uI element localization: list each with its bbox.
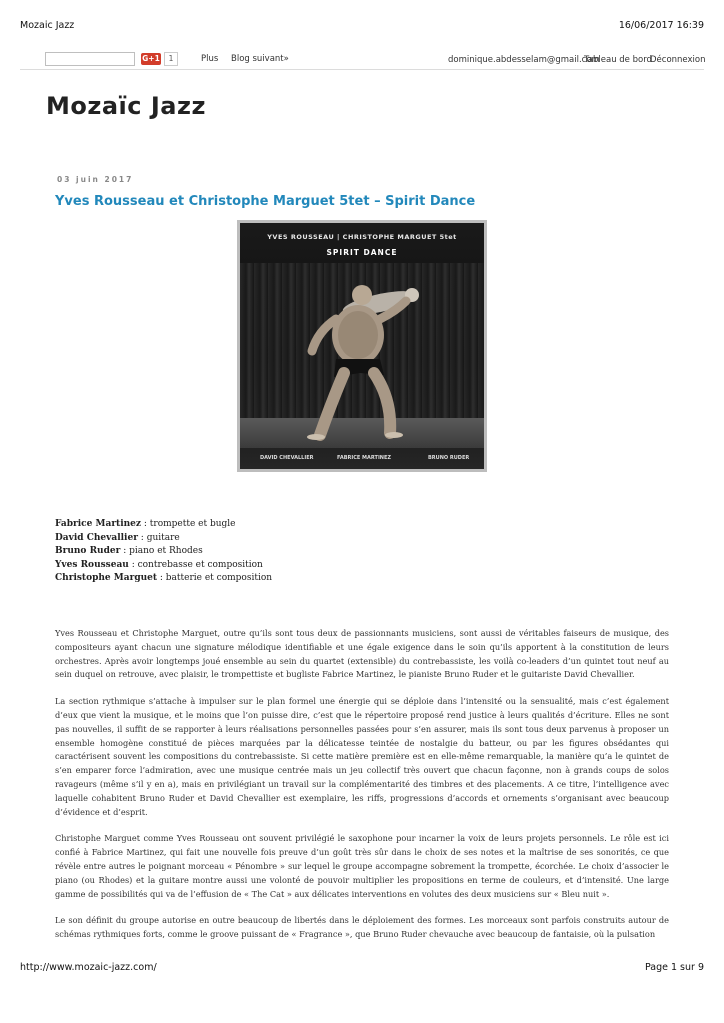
musician-role: : batterie et composition <box>157 573 273 584</box>
print-datetime: 16/06/2017 16:39 <box>618 20 704 31</box>
print-footer <box>20 962 704 976</box>
lineup-list <box>55 518 272 586</box>
gplus-button[interactable]: G+1 <box>142 54 160 63</box>
post-title[interactable]: Yves Rousseau et Christophe Marguet 5tet – Spirit Dance <box>55 194 476 209</box>
album-cover <box>237 220 487 472</box>
lineup-item <box>55 532 272 546</box>
musician-name: Christophe Marguet <box>55 573 158 584</box>
search-input[interactable] <box>45 52 135 66</box>
article-body <box>55 627 669 955</box>
musician-name: David Chevallier <box>55 532 138 543</box>
print-page-title: Mozaic Jazz <box>20 20 75 31</box>
musician-name: Bruno Ruder <box>55 546 121 557</box>
next-blog-link[interactable]: Blog suivant» <box>231 54 289 64</box>
musician-role: : piano et Rhodes <box>120 546 203 557</box>
article-paragraph: Le son définit du groupe autorise en outre beaucoup de libertés dans le déploiement des formes. Les morceaux sont parfois construits autour de schémas rythmiques forts, comme le groove puissant de « Fragrance », que Bruno Ruder chevauche avec beaucoup de fantaisie, où la pulsation <box>55 915 669 940</box>
gplus-count: 1 <box>164 52 178 66</box>
cover-musician: DAVID CHEVALLIER <box>260 455 314 461</box>
musician-name: Fabrice Martinez <box>55 519 142 529</box>
musician-role: : trompette et bugle <box>141 519 236 529</box>
article-paragraph: Yves Rousseau et Christophe Marguet, outre qu’ils sont tous deux de passionnants musiciens, sont aussi de véritables faiseurs de musique, des compositeurs ayant chacun une signature mélodique identifiable et une égale exigence dans le soin qu’ils apportent à la constitution de leurs orchestres. Après avoir longtemps joué ensemble au sein du quartet (extensible) du contrebassiste, les voilà co-leaders d’un quintet tout neuf au sein duquel on retrouve, avec plaisir, le trompettiste et bugliste Fabrice Martinez, le pianiste Bruno Ruder et le guitariste David Chevallier. <box>55 628 669 680</box>
musician-name: Yves Rousseau <box>55 559 129 570</box>
cover-album-title: SPIRIT DANCE <box>326 248 398 257</box>
more-link[interactable]: Plus <box>201 54 219 64</box>
cover-musician: BRUNO RUDER <box>428 455 470 461</box>
musician-role: : guitare <box>137 532 180 543</box>
print-page-number: Page 1 sur 9 <box>644 962 704 973</box>
lineup-item <box>55 572 272 586</box>
album-cover-image <box>240 223 484 469</box>
lineup-item <box>55 545 272 559</box>
user-email: dominique.abdesselam@gmail.com <box>448 55 600 65</box>
dancers-figure <box>240 223 484 469</box>
print-header <box>20 20 704 34</box>
cover-musician: FABRICE MARTINEZ <box>337 455 392 461</box>
musician-role: : contrebasse et composition <box>128 559 263 570</box>
article-paragraph: Christophe Marguet comme Yves Rousseau ont souvent privilégié le saxophone pour incarner la voix de leurs projets personnels. Le rôle est ici confié à Fabrice Martinez, qui fait une nouvelle fois preuve d’un goût très sûr dans le choix de ses notes et la maîtrise de ses sonorités, ce que révèle entre autres le poignant morceau « Pénombre » sur lequel le groupe accompagne sobrement la trompette, écorchée. Le choix d’associer le piano (ou Rhodes) et la guitare montre aussi une volonté de pouvoir multiplier les propositions en terme de couleurs, et d’intensité. Une large gamme de possibilités qui va de l’effusion de « The Cat » aux délicates interventions en volutes des deux musiciens sur « Bleu nuit ». <box>55 833 669 899</box>
blogger-navbar <box>20 50 704 70</box>
cover-artists: YVES ROUSSEAU | CHRISTOPHE MARGUET 5tet <box>267 233 457 241</box>
lineup-item <box>55 559 272 573</box>
lineup-item <box>55 518 272 532</box>
article-paragraph: La section rythmique s’attache à impulser sur le plan formel une énergie qui se déploie dans l’intensité ou la sensualité, mais c’est également d’eux que vient la musique, et le moins que l’on puisse dire, c’est que le répertoire proposé rend justice à leurs qualités d’écriture. Elles ne sont pas nouvelles, il suffit de se rapporter à leurs réalisations personnelles passées pour s’en assurer, mais ils sont tous deux parvenus à proposer un ensemble homogène constitué de pièces marquées par la délicatesse teintée de nostalgie du batteur, ou par les figures obsédantes qui caractérisent souvent les compositions du contrebassiste. Si cette matière première est en elle-même remarquable, la manière qu’a le quintet de s’en emparer force l’admiration, avec une musique centrée mais un jeu collectif très ouvert que chacun façonne, non à grands coups de solos ravageurs (même s’il y en a), mais en privilégiant un travail sur la complémentarité des timbres et des placements. A ce titre, l’intelligence avec laquelle cohabitent Bruno Ruder et David Chevallier est exemplaire, les riffs, progressions d’accords et ornements s’organisant avec beaucoup d’évidence et d’esprit. <box>55 696 669 817</box>
print-url: http://www.mozaic-jazz.com/ <box>20 962 157 973</box>
post-date: 03 juin 2017 <box>57 175 134 184</box>
dashboard-link[interactable]: Tableau de bord <box>584 55 652 65</box>
logout-link[interactable]: Déconnexion <box>650 55 706 65</box>
blog-title[interactable]: Mozaïc Jazz <box>46 92 206 120</box>
